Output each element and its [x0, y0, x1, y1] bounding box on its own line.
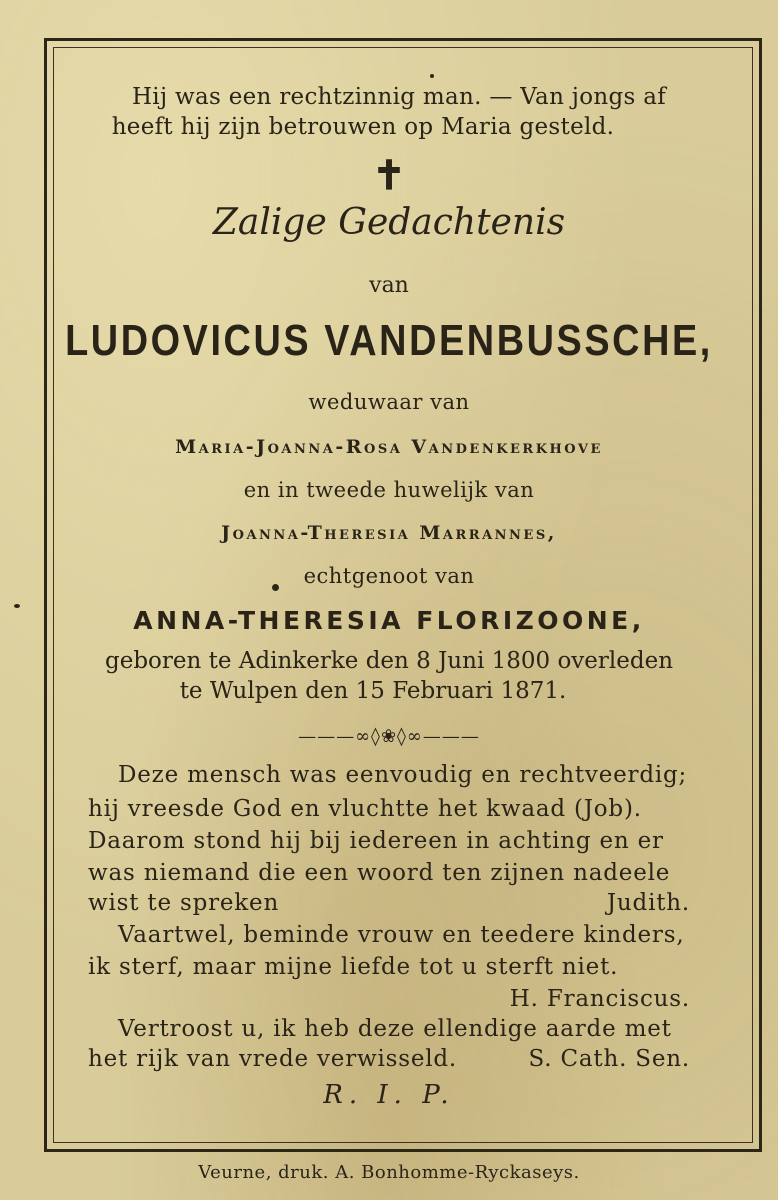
verse-line-9: het rijk van vrede verwisseld.: [88, 1046, 458, 1072]
birth-death-line-2: te Wulpen den 15 Februari 1871.: [179, 678, 567, 704]
verse-line-7: ik sterf, maar mijne liefde tot u sterft niet.: [88, 954, 619, 980]
cross-icon: ✝: [372, 152, 406, 199]
birth-death-line-1: geboren te Adinkerke den 8 Juni 1800 overleden: [104, 648, 674, 674]
deceased-name: LUDOVICUS VANDENBUSSCHE,: [65, 316, 713, 365]
printer-imprint: Veurne, druk. A. Bonhomme-Ryckaseys.: [198, 1162, 580, 1183]
verse-line-5: wist te spreken: [88, 890, 280, 916]
van-label: van: [369, 273, 409, 298]
relation-husband: echtgenoot van: [303, 564, 475, 588]
rip-initials: R. I. P.: [323, 1080, 455, 1110]
verse-line-3: Daarom stond hij bij iedereen in achting en er: [88, 828, 664, 854]
ink-spot: [14, 604, 20, 608]
source-judith: Judith.: [606, 890, 690, 916]
ink-spot: [430, 74, 434, 78]
third-spouse-name: ANNA-THERESIA FLORIZOONE,: [133, 606, 645, 635]
ornament-divider: ———∞◊❀◊∞———: [298, 726, 480, 747]
verse-line-4: was niemand die een woord ten zijnen nadeele: [88, 860, 671, 886]
verse-line-8: Vertroost u, ik heb deze ellendige aarde met: [118, 1016, 672, 1042]
source-franciscus: H. Franciscus.: [509, 986, 690, 1012]
relation-second-marriage: en in tweede huwelijk van: [243, 478, 535, 502]
ink-spot: [272, 584, 279, 591]
verse-line-2: hij vreesde God en vluchtte het kwaad (Job).: [88, 796, 642, 822]
source-catharina: S. Cath. Sen.: [528, 1046, 690, 1072]
first-spouse-name: Maria-Joanna-Rosa Vandenkerkhove: [175, 436, 603, 458]
card-title: Zalige Gedachtenis: [212, 202, 566, 243]
second-spouse-name: Joanna-Theresia Marrannes,: [221, 522, 557, 544]
verse-line-1: Deze mensch was eenvoudig en rechtveerdig;: [118, 762, 688, 788]
header-quote-line-2: heeft hij zijn betrouwen op Maria gesteld.: [111, 114, 615, 140]
verse-line-6: Vaartwel, beminde vrouw en teedere kinders,: [118, 922, 685, 948]
header-quote-line-1: Hij was een rechtzinnig man. — Van jongs af: [131, 84, 667, 110]
relation-widower: weduwaar van: [308, 390, 470, 414]
